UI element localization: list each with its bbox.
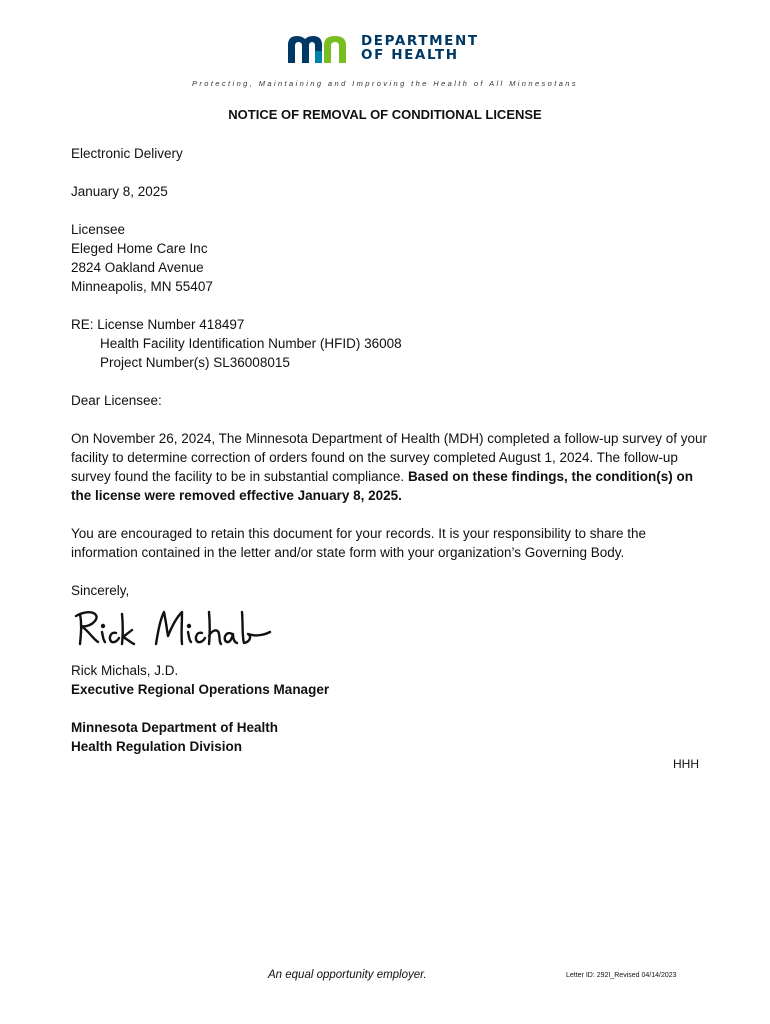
mdh-logo — [288, 33, 483, 67]
mn-logo-mark-icon — [288, 33, 354, 63]
findings-text: On November 26, 2024, The Minnesota Department of Health (MDH) completed a follow-up survey of your facility to determine correction of orders found on the survey completed August 1, 2024. The follow-up survey found the facility to be in substantial compliance. — [71, 431, 708, 484]
letter-date: January 8, 2025 — [71, 184, 168, 199]
findings-bold-text: Based on these findings, the condition(s) on the license were removed effective January 8, 2025. — [71, 469, 693, 503]
organization-block — [71, 718, 711, 756]
recipient-line: Eleged Home Care Inc — [71, 241, 208, 256]
tagline: Protecting, Maintaining and Improving the Health of All Minnesotans — [191, 79, 579, 88]
closing: Sincerely, — [71, 583, 130, 598]
logo-line2: OF HEALTH — [361, 47, 459, 63]
signer-title: Executive Regional Operations Manager — [71, 682, 330, 697]
recipient-line: Licensee — [71, 222, 126, 237]
salutation: Dear Licensee: — [71, 393, 162, 408]
paragraph-findings — [71, 429, 711, 505]
recipient-line: 2824 Oakland Avenue — [71, 260, 204, 275]
logo-line1: DEPARTMENT — [361, 33, 479, 49]
recipient-line: Minneapolis, MN 55407 — [71, 279, 213, 294]
typist-initials: HHH — [673, 757, 699, 771]
signature-image — [72, 606, 272, 650]
paragraph-records: You are encouraged to retain this document for your records. It is your responsibility to share the information contained in the letter and/or state form with your organization’s Governing Body. — [71, 526, 647, 560]
footer-equal-opportunity: An equal opportunity employer. — [268, 969, 427, 981]
reference-block — [71, 315, 711, 372]
re-line: Project Number(s) SL36008015 — [100, 355, 290, 370]
document-title: NOTICE OF REMOVAL OF CONDITIONAL LICENSE — [228, 107, 542, 122]
division-name: Health Regulation Division — [71, 739, 243, 754]
signer-name: Rick Michals, J.D. — [71, 663, 179, 678]
re-line: RE: License Number 418497 — [71, 317, 245, 332]
organization-name: Minnesota Department of Health — [71, 720, 279, 735]
footer-letter-id: Letter ID: 292I_Revised 04/14/2023 — [566, 972, 677, 979]
re-line: Health Facility Identification Number (HFID) 36008 — [100, 336, 402, 351]
recipient-address — [71, 220, 711, 296]
delivery-method: Electronic Delivery — [71, 146, 183, 161]
logo-text — [361, 34, 479, 62]
